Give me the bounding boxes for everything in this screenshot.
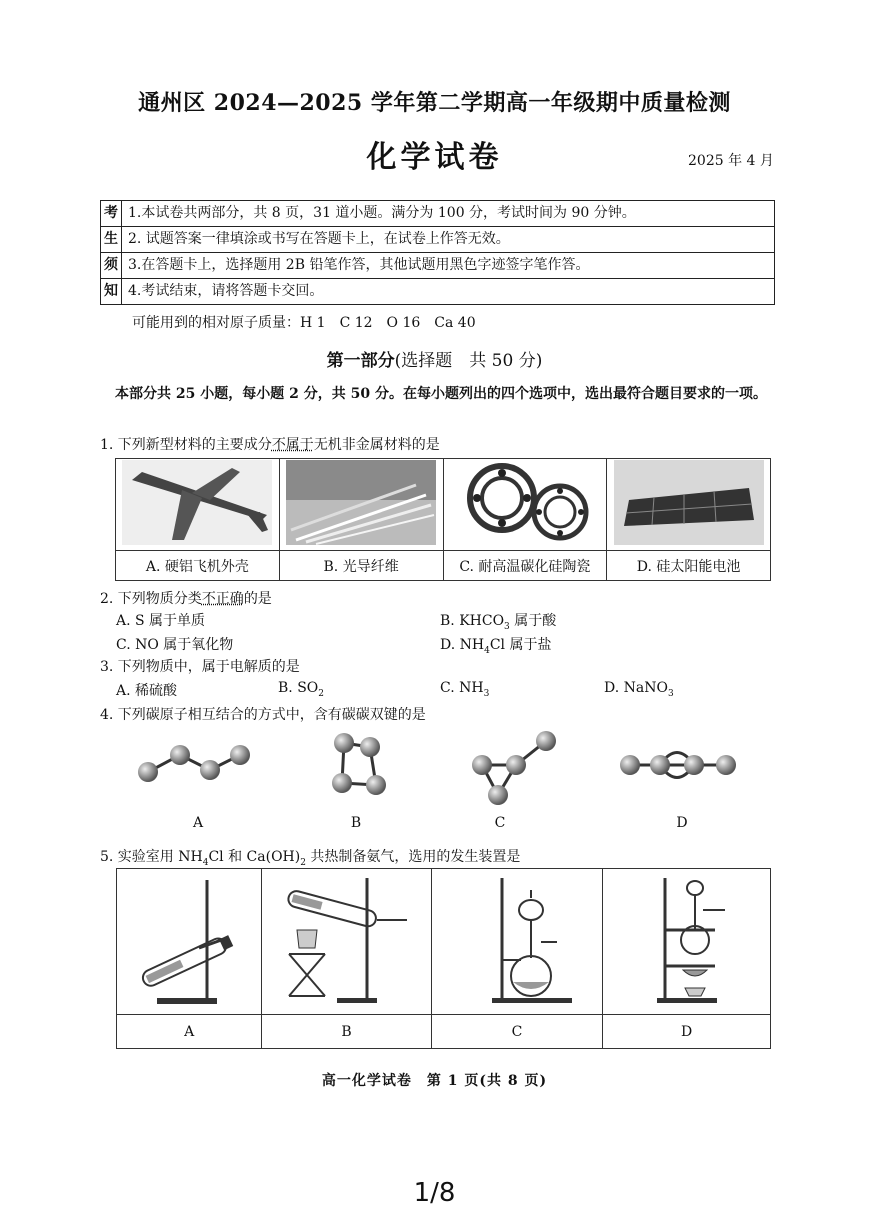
notice-label-4: 知 xyxy=(101,279,122,305)
q2-stem xyxy=(100,588,272,608)
q1-option-d: D. 硅太阳能电池 xyxy=(607,551,771,581)
q1-image-c xyxy=(443,459,607,551)
q5-stem-b: Cl 和 Ca(OH) xyxy=(208,849,301,865)
page-footer: 高一化学试卷 第 1 页(共 8 页) xyxy=(321,1073,548,1089)
ceramic-bearing-icon xyxy=(450,460,600,545)
exam-subtitle: 化学试卷 xyxy=(366,140,503,175)
q5-stem-sub2: 2 xyxy=(300,857,306,868)
q4-label-d: D xyxy=(676,815,688,831)
q5-label-b: B xyxy=(262,1015,432,1049)
q5-label-d: D xyxy=(603,1015,771,1049)
q5-image-b xyxy=(262,869,432,1015)
part1-title-rest: (选择题 共 50 分) xyxy=(394,351,543,371)
notice-label-1: 考 xyxy=(101,201,122,227)
distillation-apparatus-icon xyxy=(607,870,767,1010)
airplane-icon xyxy=(122,460,272,545)
q3-option-c-pre: C. NH xyxy=(440,680,484,696)
q1-stem-emphasis: 不属于 xyxy=(271,437,314,453)
test-tube-stand-icon xyxy=(119,870,259,1010)
q5-stem-c: 共热制备氨气，选用的发生装置是 xyxy=(305,849,521,865)
q3-option-c-sub: 3 xyxy=(483,688,490,699)
q5-label-a: A xyxy=(117,1015,262,1049)
q4-molecule-diagrams xyxy=(120,725,760,810)
part1-title xyxy=(0,346,869,371)
q5-label-c: C xyxy=(431,1015,602,1049)
exam-date: 2025 年 4 月 xyxy=(688,153,774,169)
molecule-a-chain xyxy=(138,745,250,782)
q3-option-d-pre: D. NaNO xyxy=(604,680,668,696)
q1-stem-a: 1. 下列新型材料的主要成分 xyxy=(100,437,272,453)
atomic-masses: 可能用到的相对原子质量：H 1 C 12 O 16 Ca 40 xyxy=(132,315,476,331)
solar-panel-icon xyxy=(614,460,764,545)
q5-option-table xyxy=(116,868,771,1049)
q2-stem-b: 的是 xyxy=(243,591,272,607)
q2-option-b-sub: 3 xyxy=(504,621,510,632)
optical-fiber-icon xyxy=(286,460,436,545)
q1-option-c: C. 耐高温碳化硅陶瓷 xyxy=(443,551,607,581)
q1-image-a xyxy=(116,459,280,551)
q1-stem-b: 无机非金属材料的是 xyxy=(313,437,440,453)
q2-stem-a: 2. 下列物质分类 xyxy=(100,591,202,607)
notice-label-3: 须 xyxy=(101,253,122,279)
q2-option-b-pre: B. KHCO xyxy=(440,613,505,629)
heating-apparatus-icon xyxy=(267,870,427,1010)
q2-option-b xyxy=(440,610,556,632)
flask-funnel-icon xyxy=(437,870,597,1010)
page-number: 1/8 xyxy=(413,1178,456,1208)
q2-option-d-post: Cl 属于盐 xyxy=(489,637,552,653)
q5-stem-sub1: 4 xyxy=(202,857,209,868)
q3-option-d xyxy=(604,680,674,699)
q1-option-a: A. 硬铝飞机外壳 xyxy=(116,551,280,581)
q2-option-d-pre: D. NH xyxy=(440,637,485,653)
q1-image-b xyxy=(279,459,443,551)
q3-option-c xyxy=(440,680,489,699)
q5-image-d xyxy=(603,869,771,1015)
molecule-c-triangle xyxy=(472,731,556,805)
q3-option-b xyxy=(278,680,324,699)
q4-label-c: C xyxy=(494,815,506,831)
notice-label-2: 生 xyxy=(101,227,122,253)
q4-label-a: A xyxy=(192,815,204,831)
q4-label-b: B xyxy=(350,815,362,831)
q1-stem xyxy=(100,434,440,454)
q5-image-c xyxy=(431,869,602,1015)
q1-option-b: B. 光导纤维 xyxy=(279,551,443,581)
q1-image-d xyxy=(607,459,771,551)
notice-line-4: 4.考试结束，请将答题卡交回。 xyxy=(122,279,775,305)
q5-stem xyxy=(100,846,520,868)
q2-option-b-post: 属于酸 xyxy=(509,613,557,629)
molecule-d-double-bond xyxy=(620,753,736,778)
q4-stem: 4. 下列碳原子相互结合的方式中，含有碳碳双键的是 xyxy=(100,707,426,723)
q2-option-c: C. NO 属于氧化物 xyxy=(116,637,234,653)
notice-line-1: 1.本试卷共两部分，共 8 页，31 道小题。满分为 100 分，考试时间为 90 分钟。 xyxy=(122,201,775,227)
q5-stem-a: 5. 实验室用 NH xyxy=(100,849,203,865)
q3-option-a: A. 稀硫酸 xyxy=(116,683,178,699)
notice-line-3: 3.在答题卡上，选择题用 2B 铅笔作答，其他试题用黑色字迹签字笔作答。 xyxy=(122,253,775,279)
q2-stem-emphasis: 不正确 xyxy=(201,591,244,607)
notice-line-2: 2. 试题答案一律填涂或书写在答题卡上，在试卷上作答无效。 xyxy=(122,227,775,253)
q2-option-d xyxy=(440,634,551,656)
notice-box xyxy=(100,200,775,305)
q1-option-table xyxy=(115,458,771,581)
exam-title: 通州区 2024—2025 学年第二学期高一年级期中质量检测 xyxy=(138,90,731,116)
molecule-b-ring xyxy=(332,733,386,795)
q5-image-a xyxy=(117,869,262,1015)
q3-stem: 3. 下列物质中，属于电解质的是 xyxy=(100,659,300,675)
q2-option-a: A. S 属于单质 xyxy=(116,613,206,629)
q3-option-b-pre: B. SO xyxy=(278,680,319,696)
part1-title-bold: 第一部分 xyxy=(326,351,395,371)
part1-intro: 本部分共 25 小题，每小题 2 分，共 50 分。在每小题列出的四个选项中，选出最符合题目要求的一项。 xyxy=(115,386,767,402)
q3-option-b-sub: 2 xyxy=(318,688,324,699)
q3-option-d-sub: 3 xyxy=(667,688,674,699)
q2-option-d-sub: 4 xyxy=(484,645,490,656)
